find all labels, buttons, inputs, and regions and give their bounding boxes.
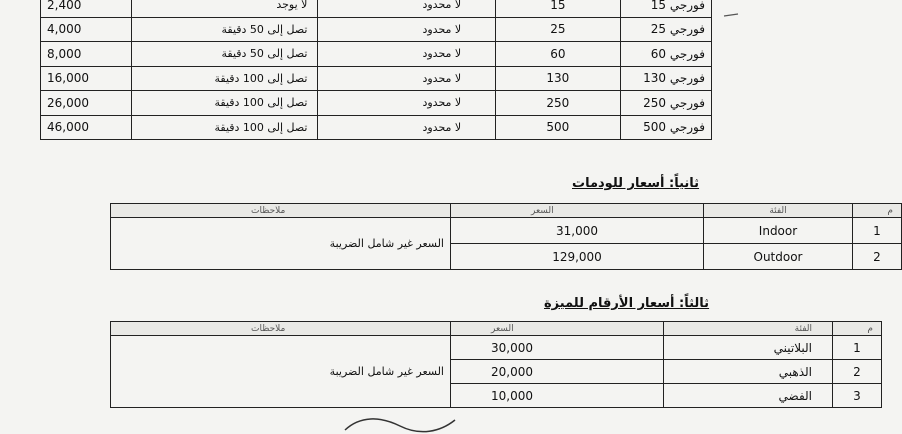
price-cell: 2,400: [41, 0, 132, 17]
count-cell: 60: [496, 42, 620, 67]
minutes-cell: لا يوجد: [132, 0, 318, 17]
count-cell: 130: [496, 66, 620, 91]
price-cell: 10,000: [451, 384, 664, 408]
count-cell: 250: [496, 91, 620, 116]
table-row: [41, 91, 712, 116]
limit-cell: لا محدود: [318, 17, 496, 42]
table-row: [41, 0, 712, 17]
package-name-cell: فورجي 500: [620, 115, 711, 140]
pen-mark: [722, 10, 742, 20]
package-name-cell: فورجي 250: [620, 91, 711, 116]
number-cell: 3: [833, 384, 882, 408]
category-cell: الذهبي: [664, 360, 833, 384]
section2-title: ثانياً: أسعار للودمات: [572, 176, 700, 191]
minutes-cell: تصل إلى 100 دقيقة: [132, 66, 318, 91]
number-cell: 1: [853, 218, 902, 244]
limit-cell: لا محدود: [318, 0, 496, 17]
notes-header: ملاحظات: [111, 322, 451, 336]
price-header: السعر: [451, 204, 704, 218]
category-cell: Outdoor: [704, 244, 853, 270]
section3-title: ثالثاً: أسعار الأرقام للميزة: [544, 296, 710, 311]
count-cell: 500: [496, 115, 620, 140]
table-row: [41, 17, 712, 42]
price-cell: 26,000: [41, 91, 132, 116]
category-cell: البلاتيني: [664, 336, 833, 360]
price-cell: 129,000: [451, 244, 704, 270]
number-cell: 1: [833, 336, 882, 360]
price-cell: 31,000: [451, 218, 704, 244]
minutes-cell: تصل إلى 100 دقيقة: [132, 91, 318, 116]
packages-table: [40, 0, 712, 140]
price-cell: 46,000: [41, 115, 132, 140]
price-header: السعر: [451, 322, 664, 336]
minutes-cell: تصل إلى 50 دقيقة: [132, 42, 318, 67]
category-header: الفئة: [704, 204, 853, 218]
number-header: م: [853, 204, 902, 218]
price-cell: 30,000: [451, 336, 664, 360]
table-row: [41, 66, 712, 91]
category-cell: الفضي: [664, 384, 833, 408]
minutes-cell: تصل إلى 50 دقيقة: [132, 17, 318, 42]
price-cell: 4,000: [41, 17, 132, 42]
table-row: [41, 42, 712, 67]
table-row: [41, 115, 712, 140]
table-row: [111, 218, 902, 244]
number-header: م: [833, 322, 882, 336]
routers-price-table: [110, 203, 902, 270]
notes-cell: السعر غير شامل الضريبة: [111, 336, 451, 408]
table-header-row: [111, 322, 882, 336]
category-cell: Indoor: [704, 218, 853, 244]
notes-cell: السعر غير شامل الضريبة: [111, 218, 451, 270]
package-name-cell: فورجي 25: [620, 17, 711, 42]
limit-cell: لا محدود: [318, 42, 496, 67]
package-name-cell: فورجي 15: [620, 0, 711, 17]
signature-scribble: [340, 414, 460, 434]
count-cell: 15: [496, 0, 620, 17]
number-cell: 2: [833, 360, 882, 384]
packages-table-body: [41, 0, 712, 140]
limit-cell: لا محدود: [318, 91, 496, 116]
minutes-cell: تصل إلى 100 دقيقة: [132, 115, 318, 140]
package-name-cell: فورجي 60: [620, 42, 711, 67]
table-header-row: [111, 204, 902, 218]
category-header: الفئة: [664, 322, 833, 336]
count-cell: 25: [496, 17, 620, 42]
limit-cell: لا محدود: [318, 66, 496, 91]
price-cell: 8,000: [41, 42, 132, 67]
table-row: [111, 336, 882, 360]
number-cell: 2: [853, 244, 902, 270]
limit-cell: لا محدود: [318, 115, 496, 140]
price-cell: 20,000: [451, 360, 664, 384]
notes-header: ملاحظات: [111, 204, 451, 218]
special-numbers-price-table: [110, 321, 882, 408]
price-cell: 16,000: [41, 66, 132, 91]
package-name-cell: فورجي 130: [620, 66, 711, 91]
